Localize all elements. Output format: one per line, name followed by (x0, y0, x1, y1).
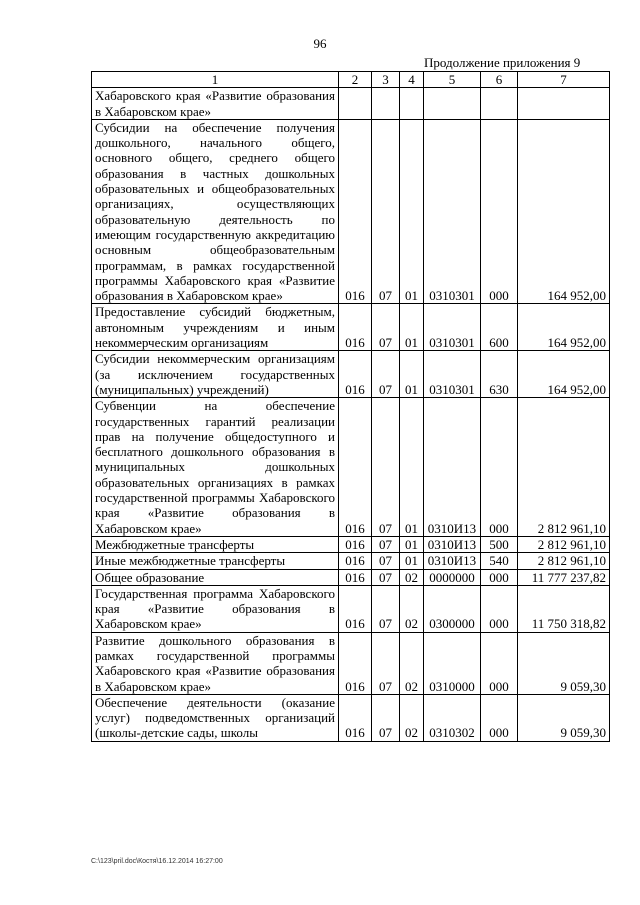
row-code-2: 016 (339, 351, 372, 398)
row-name: Субсидии некоммерческим организациям (за исключением государственных (муниципальных) учреждений) (92, 351, 339, 398)
row-code-2: 016 (339, 304, 372, 351)
row-code-3: 07 (372, 553, 400, 569)
table-row (92, 536, 610, 552)
row-code-6 (481, 88, 518, 120)
row-code-6: 500 (481, 536, 518, 552)
row-code-6: 000 (481, 632, 518, 694)
row-amount: 9 059,30 (518, 632, 610, 694)
row-code-5: 0310И13 (424, 553, 481, 569)
column-header-3: 3 (372, 72, 400, 88)
row-code-4 (400, 88, 424, 120)
table-row (92, 351, 610, 398)
row-amount: 164 952,00 (518, 304, 610, 351)
column-header-7: 7 (518, 72, 610, 88)
row-code-4: 02 (400, 694, 424, 741)
table-row (92, 694, 610, 741)
row-code-5: 0000000 (424, 569, 481, 585)
row-code-4: 01 (400, 553, 424, 569)
row-name: Развитие дошкольного образования в рамках государственной программы Хабаровского края «Развитие образования в Хабаровском крае» (92, 632, 339, 694)
row-code-3: 07 (372, 351, 400, 398)
row-name: Иные межбюджетные трансферты (92, 553, 339, 569)
row-code-4: 01 (400, 351, 424, 398)
row-code-6: 000 (481, 119, 518, 304)
row-code-6: 000 (481, 569, 518, 585)
row-code-4: 01 (400, 536, 424, 552)
row-code-5 (424, 88, 481, 120)
row-code-4: 02 (400, 569, 424, 585)
row-code-4: 01 (400, 398, 424, 537)
row-name: Общее образование (92, 569, 339, 585)
table-row (92, 585, 610, 632)
table-row (92, 569, 610, 585)
row-amount: 11 750 318,82 (518, 585, 610, 632)
row-code-3: 07 (372, 632, 400, 694)
column-header-6: 6 (481, 72, 518, 88)
table-row (92, 398, 610, 537)
row-name: Субвенции на обеспечение государственных гарантий реализации прав на получение общедоступного и бесплатного дошкольного образования в муниципальных дошкольных образовательных организациях в рамках государственной программы Хабаровского края «Развитие образования в Хабаровском крае» (92, 398, 339, 537)
row-amount: 164 952,00 (518, 119, 610, 304)
budget-table (91, 71, 610, 742)
row-code-3 (372, 88, 400, 120)
row-code-5: 0300000 (424, 585, 481, 632)
row-code-2: 016 (339, 398, 372, 537)
row-name: Обеспечение деятельности (оказание услуг) подведомственных организаций (школы-детские сады, школы (92, 694, 339, 741)
row-code-5: 0310302 (424, 694, 481, 741)
row-code-6: 000 (481, 398, 518, 537)
table-header (92, 72, 610, 88)
row-code-5: 0310301 (424, 119, 481, 304)
table-body (92, 88, 610, 741)
column-header-2: 2 (339, 72, 372, 88)
row-name: Хабаровского края «Развитие образования в Хабаровском крае» (92, 88, 339, 120)
column-header-5: 5 (424, 72, 481, 88)
row-code-4: 01 (400, 119, 424, 304)
row-code-5: 0310И13 (424, 536, 481, 552)
row-name: Предоставление субсидий бюджетным, автономным учреждениям и иным некоммерческим организациям (92, 304, 339, 351)
table-row (92, 88, 610, 120)
row-code-3: 07 (372, 398, 400, 537)
page-number: 96 (313, 36, 327, 51)
row-code-2: 016 (339, 632, 372, 694)
table-row (92, 632, 610, 694)
row-code-2: 016 (339, 569, 372, 585)
row-code-4: 02 (400, 585, 424, 632)
row-code-2: 016 (339, 536, 372, 552)
row-amount: 164 952,00 (518, 351, 610, 398)
column-header-1: 1 (92, 72, 339, 88)
column-header-4: 4 (400, 72, 424, 88)
row-code-5: 0310И13 (424, 398, 481, 537)
row-amount: 11 777 237,82 (518, 569, 610, 585)
row-amount: 2 812 961,10 (518, 536, 610, 552)
row-code-2 (339, 88, 372, 120)
header-row (92, 72, 610, 88)
row-code-6: 000 (481, 694, 518, 741)
row-amount (518, 88, 610, 120)
row-code-2: 016 (339, 119, 372, 304)
row-code-2: 016 (339, 553, 372, 569)
row-name: Межбюджетные трансферты (92, 536, 339, 552)
row-code-3: 07 (372, 585, 400, 632)
row-amount: 2 812 961,10 (518, 398, 610, 537)
row-code-6: 540 (481, 553, 518, 569)
row-code-5: 0310301 (424, 304, 481, 351)
row-code-3: 07 (372, 694, 400, 741)
row-name: Субсидии на обеспечение получения дошкольного, начального общего, основного общего, среднего общего образования в частных дошкольных образовательных и общеобразовательных организациях, осуществляющих образовательную деятельность по имеющим государственную аккредитацию основным общеобразовательным программам, в рамках государственной программы Хабаровского края «Развитие образования в Хабаровском крае» (92, 119, 339, 304)
row-code-6: 600 (481, 304, 518, 351)
row-code-6: 630 (481, 351, 518, 398)
row-amount: 9 059,30 (518, 694, 610, 741)
appendix-note: Продолжение приложения 9 (424, 55, 581, 70)
row-code-4: 01 (400, 304, 424, 351)
row-code-4: 02 (400, 632, 424, 694)
row-code-3: 07 (372, 569, 400, 585)
row-amount: 2 812 961,10 (518, 553, 610, 569)
row-code-3: 07 (372, 304, 400, 351)
row-code-5: 0310301 (424, 351, 481, 398)
table-row (92, 553, 610, 569)
row-code-2: 016 (339, 585, 372, 632)
table-row (92, 304, 610, 351)
table-row (92, 119, 610, 304)
row-name: Государственная программа Хабаровского края «Развитие образования в Хабаровском крае» (92, 585, 339, 632)
row-code-3: 07 (372, 536, 400, 552)
row-code-3: 07 (372, 119, 400, 304)
row-code-6: 000 (481, 585, 518, 632)
row-code-5: 0310000 (424, 632, 481, 694)
row-code-2: 016 (339, 694, 372, 741)
footer-file-info: C:\123\pril.doc\Костя\16.12.2014 16:27:00 (91, 858, 223, 865)
